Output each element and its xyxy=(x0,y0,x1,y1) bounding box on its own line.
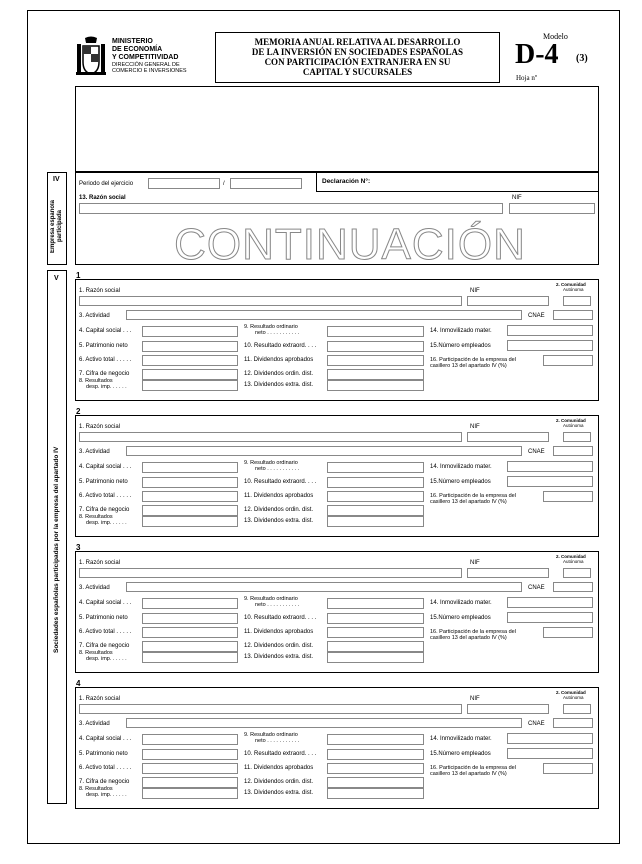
cifra-field[interactable] xyxy=(142,777,238,788)
cifra-field[interactable] xyxy=(142,369,238,380)
periodo-label: Periodo del ejercicio xyxy=(79,181,134,187)
patrimonio-label: 5. Patrimonio neto xyxy=(79,615,128,621)
div-extra-field[interactable] xyxy=(327,380,424,391)
div-aprob-label: 11. Dividendos aprobados xyxy=(244,357,314,363)
notes-box[interactable] xyxy=(75,86,599,172)
patrimonio-label: 5. Patrimonio neto xyxy=(79,343,128,349)
nif-field[interactable] xyxy=(467,432,549,442)
inmov-field[interactable] xyxy=(507,325,593,336)
inmov-label: 14. Inmovilizado mater. xyxy=(430,464,492,470)
periodo-separator: / xyxy=(223,181,225,187)
div-extra-field[interactable] xyxy=(327,788,424,799)
cifra-label: 7. Cifra de negocio xyxy=(79,371,130,377)
razon-social-field[interactable] xyxy=(79,704,462,714)
nif-label: NIF xyxy=(470,696,480,702)
actividad-label: 3. Actividad xyxy=(79,449,110,455)
cifra-field[interactable] xyxy=(142,505,238,516)
div-extra-label: 13. Dividendos extra. dist. xyxy=(244,654,314,660)
capital-label: 4. Capital social . . . xyxy=(79,736,132,742)
nif-iv-field[interactable] xyxy=(509,203,595,214)
inmov-label: 14. Inmovilizado mater. xyxy=(430,328,492,334)
res-ord-field[interactable] xyxy=(327,598,424,609)
capital-field[interactable] xyxy=(142,734,238,745)
div-ordin-field[interactable] xyxy=(327,505,424,516)
inmov-field[interactable] xyxy=(507,733,593,744)
comunidad-field[interactable] xyxy=(563,568,591,578)
resultados-label: 8. Resultados xyxy=(79,514,113,520)
div-aprob-label: 11. Dividendos aprobados xyxy=(244,493,314,499)
partic-field[interactable] xyxy=(543,627,593,638)
res-ord-field[interactable] xyxy=(327,326,424,337)
razon-social-field[interactable] xyxy=(79,296,462,306)
res-ord-label: 9. Resultado ordinario xyxy=(244,460,298,466)
partic-label: casillero 13 del apartado IV (%) xyxy=(430,499,507,505)
comunidad-label: 2. Comunidad xyxy=(556,282,586,287)
inmov-field[interactable] xyxy=(507,461,593,472)
company-number: 1 xyxy=(76,271,81,280)
cifra-field[interactable] xyxy=(142,641,238,652)
nif-label: NIF xyxy=(470,560,480,566)
razon-social-label: 1. Razón social xyxy=(79,560,121,566)
partic-label: casillero 13 del apartado IV (%) xyxy=(430,363,507,369)
ministry-line: DE ECONOMÍA xyxy=(112,46,163,53)
company-number: 3 xyxy=(76,543,81,552)
side-label-line: participada xyxy=(57,210,63,243)
periodo-start-field[interactable] xyxy=(148,178,220,189)
razon-social-field[interactable] xyxy=(79,432,462,442)
patrimonio-field[interactable] xyxy=(142,613,238,624)
nif-field[interactable] xyxy=(467,568,549,578)
cnae-label: CNAE xyxy=(528,721,545,727)
section-v-side-label: Sociedades españolas participadas por la empresa del apartado IV xyxy=(53,446,60,654)
resultados-label: desp. imp. . . . . . xyxy=(86,384,127,390)
form-title-line: DE LA INVERSIÓN EN SOCIEDADES ESPAÑOLAS xyxy=(251,47,464,57)
empleados-field[interactable] xyxy=(507,748,593,759)
cnae-field[interactable] xyxy=(553,310,593,320)
partic-field[interactable] xyxy=(543,491,593,502)
comunidad-label: Autónoma xyxy=(563,423,584,428)
res-extra-label: 10. Resultado extraord. . . . xyxy=(244,615,317,621)
ministry-sub: COMERCIO E INVERSIONES xyxy=(112,68,187,74)
div-ordin-field[interactable] xyxy=(327,641,424,652)
activo-field[interactable] xyxy=(142,627,238,638)
comunidad-label: 2. Comunidad xyxy=(556,690,586,695)
patrimonio-label: 5. Patrimonio neto xyxy=(79,479,128,485)
comunidad-field[interactable] xyxy=(563,296,591,306)
ministry-line: MINISTERIO xyxy=(112,38,153,45)
resultados-field[interactable] xyxy=(142,652,238,663)
razon-social-label: 1. Razón social xyxy=(79,696,121,702)
div-aprob-label: 11. Dividendos aprobados xyxy=(244,765,314,771)
razon-social-iv-label: 13. Razón social xyxy=(79,195,126,201)
periodo-end-field[interactable] xyxy=(230,178,302,189)
div-ordin-field[interactable] xyxy=(327,777,424,788)
div-aprob-label: 11. Dividendos aprobados xyxy=(244,629,314,635)
activo-field[interactable] xyxy=(142,491,238,502)
activo-field[interactable] xyxy=(142,763,238,774)
nif-field[interactable] xyxy=(467,704,549,714)
div-aprob-field[interactable] xyxy=(327,627,424,638)
activo-label: 6. Activo total . . . . . xyxy=(79,493,132,499)
modelo-sub: (3) xyxy=(576,53,588,64)
razon-social-label: 1. Razón social xyxy=(79,424,121,430)
res-ord-field[interactable] xyxy=(327,734,424,745)
razon-social-label: 1. Razón social xyxy=(79,288,121,294)
res-extra-field[interactable] xyxy=(327,341,424,352)
declaracion-label: Declaración N°: xyxy=(322,178,371,185)
comunidad-field[interactable] xyxy=(563,432,591,442)
ministry-line: Y COMPETITIVIDAD xyxy=(112,54,179,61)
capital-label: 4. Capital social . . . xyxy=(79,464,132,470)
activo-label: 6. Activo total . . . . . xyxy=(79,629,132,635)
actividad-field[interactable] xyxy=(126,446,522,456)
div-extra-label: 13. Dividendos extra. dist. xyxy=(244,790,314,796)
partic-label: 16. Participación de la empresa del xyxy=(430,357,516,363)
actividad-label: 3. Actividad xyxy=(79,585,110,591)
nif-iv-label: NIF xyxy=(512,195,522,201)
div-ordin-label: 12. Dividendos ordin. dist. xyxy=(244,643,314,649)
continuacion-watermark: CONTINUACIÓN xyxy=(174,220,526,269)
capital-field[interactable] xyxy=(142,598,238,609)
res-ord-label: neto . . . . . . . . . . . xyxy=(255,602,300,608)
res-ord-label: 9. Resultado ordinario xyxy=(244,596,298,602)
razon-social-iv-field[interactable] xyxy=(79,203,503,214)
div-extra-field[interactable] xyxy=(327,652,424,663)
res-ord-field[interactable] xyxy=(327,462,424,473)
ministry-sub: DIRECCIÓN GENERAL DE xyxy=(112,62,180,68)
empleados-label: 15.Número empleados xyxy=(430,615,491,621)
comunidad-label: Autónoma xyxy=(563,559,584,564)
capital-label: 4. Capital social . . . xyxy=(79,328,132,334)
resultados-label: desp. imp. . . . . . xyxy=(86,792,127,798)
empleados-label: 15.Número empleados xyxy=(430,479,491,485)
cnae-label: CNAE xyxy=(528,313,545,319)
resultados-label: 8. Resultados xyxy=(79,786,113,792)
res-extra-label: 10. Resultado extraord. . . . xyxy=(244,751,317,757)
cnae-field[interactable] xyxy=(553,582,593,592)
div-extra-field[interactable] xyxy=(327,516,424,527)
res-extra-field[interactable] xyxy=(327,613,424,624)
form-title-line: CON PARTICIPACIÓN EXTRANJERA EN SU xyxy=(264,57,451,67)
partic-label: 16. Participación de la empresa del xyxy=(430,629,516,635)
inmov-field[interactable] xyxy=(507,597,593,608)
modelo-label: Modelo xyxy=(543,32,568,41)
res-ord-label: neto . . . . . . . . . . . xyxy=(255,330,300,336)
div-aprob-field[interactable] xyxy=(327,763,424,774)
empleados-label: 15.Número empleados xyxy=(430,751,491,757)
res-extra-label: 10. Resultado extraord. . . . xyxy=(244,343,317,349)
empleados-field[interactable] xyxy=(507,612,593,623)
inmov-label: 14. Inmovilizado mater. xyxy=(430,600,492,606)
ministry-block xyxy=(112,38,187,74)
actividad-field[interactable] xyxy=(126,582,522,592)
patrimonio-field[interactable] xyxy=(142,477,238,488)
section-v-roman: V xyxy=(54,275,59,282)
activo-label: 6. Activo total . . . . . xyxy=(79,357,132,363)
res-extra-label: 10. Resultado extraord. . . . xyxy=(244,479,317,485)
hoja-label: Hoja nº xyxy=(516,74,538,82)
razon-social-field[interactable] xyxy=(79,568,462,578)
cnae-field[interactable] xyxy=(553,718,593,728)
res-ord-label: neto . . . . . . . . . . . xyxy=(255,738,300,744)
empleados-field[interactable] xyxy=(507,340,593,351)
partic-label: casillero 13 del apartado IV (%) xyxy=(430,771,507,777)
cifra-label: 7. Cifra de negocio xyxy=(79,779,130,785)
div-ordin-label: 12. Dividendos ordin. dist. xyxy=(244,371,314,377)
patrimonio-label: 5. Patrimonio neto xyxy=(79,751,128,757)
div-aprob-field[interactable] xyxy=(327,355,424,366)
resultados-field[interactable] xyxy=(142,380,238,391)
div-ordin-label: 12. Dividendos ordin. dist. xyxy=(244,779,314,785)
activo-field[interactable] xyxy=(142,355,238,366)
nif-label: NIF xyxy=(470,288,480,294)
resultados-label: 8. Resultados xyxy=(79,650,113,656)
form-title-box xyxy=(215,32,500,83)
div-extra-label: 13. Dividendos extra. dist. xyxy=(244,518,314,524)
comunidad-field[interactable] xyxy=(563,704,591,714)
section-iv-roman: IV xyxy=(53,176,60,183)
div-ordin-field[interactable] xyxy=(327,369,424,380)
res-ord-label: neto . . . . . . . . . . . xyxy=(255,466,300,472)
cnae-label: CNAE xyxy=(528,585,545,591)
company-number: 4 xyxy=(76,679,81,688)
res-extra-field[interactable] xyxy=(327,477,424,488)
resultados-label: 8. Resultados xyxy=(79,378,113,384)
cnae-label: CNAE xyxy=(528,449,545,455)
res-extra-field[interactable] xyxy=(327,749,424,760)
resultados-label: desp. imp. . . . . . xyxy=(86,520,127,526)
modelo-code: D-4 xyxy=(515,39,559,70)
comunidad-label: 2. Comunidad xyxy=(556,554,586,559)
comunidad-label: Autónoma xyxy=(563,287,584,292)
company-number: 2 xyxy=(76,407,81,416)
partic-label: 16. Participación de la empresa del xyxy=(430,765,516,771)
div-aprob-field[interactable] xyxy=(327,491,424,502)
resultados-label: desp. imp. . . . . . xyxy=(86,656,127,662)
actividad-label: 3. Actividad xyxy=(79,313,110,319)
actividad-field[interactable] xyxy=(126,718,522,728)
div-ordin-label: 12. Dividendos ordin. dist. xyxy=(244,507,314,513)
coat-of-arms-icon xyxy=(74,36,108,78)
capital-label: 4. Capital social . . . xyxy=(79,600,132,606)
comunidad-label: Autónoma xyxy=(563,695,584,700)
nif-field[interactable] xyxy=(467,296,549,306)
patrimonio-field[interactable] xyxy=(142,749,238,760)
partic-label: casillero 13 del apartado IV (%) xyxy=(430,635,507,641)
form-title-line: CAPITAL Y SUCURSALES xyxy=(302,67,413,77)
empleados-label: 15.Número empleados xyxy=(430,343,491,349)
nif-label: NIF xyxy=(470,424,480,430)
patrimonio-field[interactable] xyxy=(142,341,238,352)
res-ord-label: 9. Resultado ordinario xyxy=(244,324,298,330)
capital-field[interactable] xyxy=(142,462,238,473)
cnae-field[interactable] xyxy=(553,446,593,456)
partic-label: 16. Participación de la empresa del xyxy=(430,493,516,499)
partic-field[interactable] xyxy=(543,355,593,366)
form-title-line: MEMORIA ANUAL RELATIVA AL DESARROLLO xyxy=(254,37,461,47)
cifra-label: 7. Cifra de negocio xyxy=(79,507,130,513)
actividad-field[interactable] xyxy=(126,310,522,320)
capital-field[interactable] xyxy=(142,326,238,337)
empleados-field[interactable] xyxy=(507,476,593,487)
div-extra-label: 13. Dividendos extra. dist. xyxy=(244,382,314,388)
res-ord-label: 9. Resultado ordinario xyxy=(244,732,298,738)
resultados-field[interactable] xyxy=(142,516,238,527)
side-label-line: Empresa española xyxy=(50,199,56,253)
inmov-label: 14. Inmovilizado mater. xyxy=(430,736,492,742)
activo-label: 6. Activo total . . . . . xyxy=(79,765,132,771)
comunidad-label: 2. Comunidad xyxy=(556,418,586,423)
resultados-field[interactable] xyxy=(142,788,238,799)
section-iv-side-label xyxy=(50,196,64,256)
cifra-label: 7. Cifra de negocio xyxy=(79,643,130,649)
partic-field[interactable] xyxy=(543,763,593,774)
actividad-label: 3. Actividad xyxy=(79,721,110,727)
